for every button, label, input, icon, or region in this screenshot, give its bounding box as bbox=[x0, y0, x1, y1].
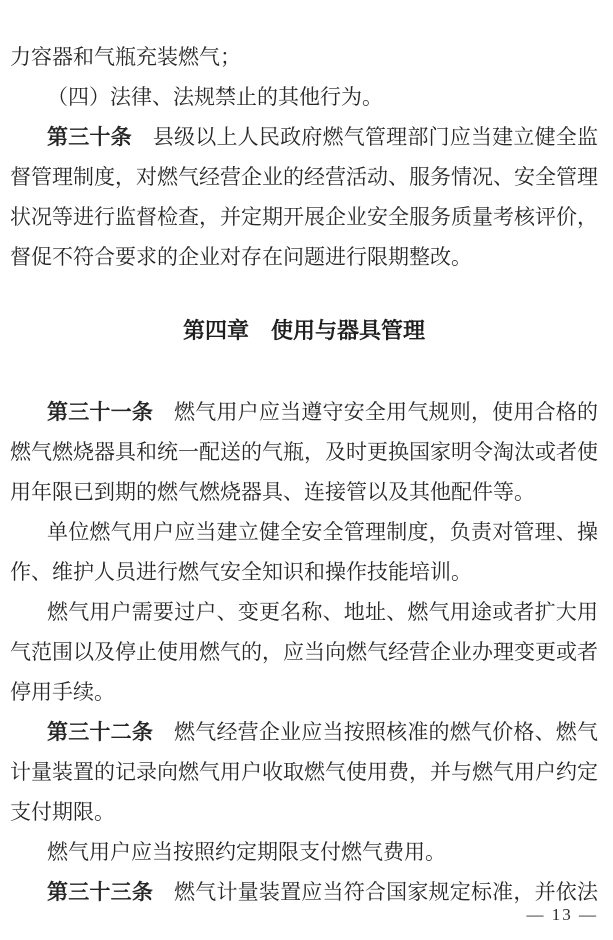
text-line: 状况等进行监督检查，并定期开展企业安全服务质量考核评价， bbox=[10, 205, 598, 229]
text-line: 力容器和气瓶充装燃气； bbox=[10, 45, 241, 69]
article-line bbox=[10, 392, 598, 432]
text-line: 支付期限。 bbox=[10, 800, 115, 824]
article-line bbox=[10, 712, 598, 752]
line-text: 燃气经营企业应当按照核准的燃气价格、燃气 bbox=[174, 720, 599, 744]
line-text: 县级以上人民政府燃气管理部门应当建立健全监 bbox=[152, 125, 599, 149]
article-line bbox=[10, 872, 598, 912]
article-term: 第三十一条 bbox=[47, 401, 154, 424]
page-number: — 13 — bbox=[526, 905, 598, 924]
text-line: 燃气用户需要过户、变更名称、地址、燃气用途或者扩大用 bbox=[47, 600, 598, 624]
text-line: 计量装置的记录向燃气用户收取燃气使用费，并与燃气用户约定 bbox=[10, 760, 598, 784]
text-line: 用年限已到期的燃气燃烧器具、连接管以及其他配件等。 bbox=[10, 480, 535, 504]
article-line bbox=[10, 117, 598, 157]
line-text: 燃气计量装置应当符合国家规定标准，并依法 bbox=[174, 880, 599, 904]
article-term: 第三十三条 bbox=[47, 881, 154, 904]
text-line: 燃气燃烧器具和统一配送的气瓶，及时更换国家明令淘汰或者使 bbox=[10, 440, 598, 464]
chapter-heading: 第四章 使用与器具管理 bbox=[182, 318, 425, 343]
text-line: 督管理制度，对燃气经营企业的经营活动、服务情况、安全管理 bbox=[10, 165, 598, 189]
line-text: 燃气用户应当遵守安全用气规则，使用合格的 bbox=[174, 400, 599, 424]
text-line: 单位燃气用户应当建立健全安全管理制度，负责对管理、操 bbox=[47, 520, 598, 544]
text-line: （四）法律、法规禁止的其他行为。 bbox=[47, 85, 383, 109]
text-line: 停用手续。 bbox=[10, 680, 115, 704]
text-line: 督促不符合要求的企业对存在问题进行限期整改。 bbox=[10, 245, 472, 269]
text-line: 作、维护人员进行燃气安全知识和操作技能培训。 bbox=[10, 560, 472, 584]
article-term: 第三十二条 bbox=[47, 721, 154, 744]
text-line: 燃气用户应当按照约定期限支付燃气费用。 bbox=[47, 840, 446, 864]
text-line: 气范围以及停止使用燃气的，应当向燃气经营企业办理变更或者 bbox=[10, 640, 598, 664]
article-term: 第三十条 bbox=[47, 126, 132, 149]
